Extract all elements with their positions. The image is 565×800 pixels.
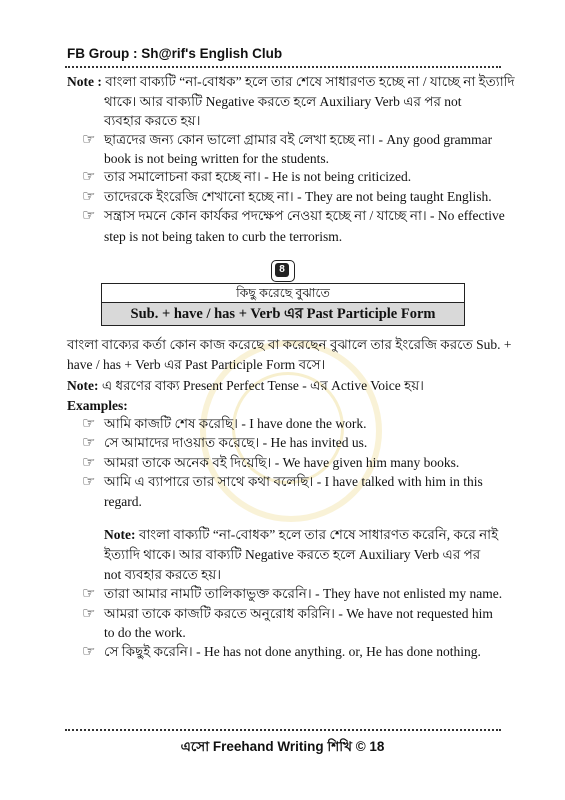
example-1-4-line-1: সন্ত্রাস দমনে কোন কার্যকর পদক্ষেপ নেওয়া হচ্ছে না / যাচ্ছে না। - No effective — [104, 208, 505, 223]
example-1-1-line-2: book is not being written for the students. — [104, 151, 329, 166]
pointer-hand-icon: ☞ — [82, 132, 96, 148]
note-1-line-3: ব্যবহার করতে হয়। — [104, 113, 201, 128]
note-3-text-1: বাংলা বাক্যটি “না-বোধক” হলে তার শেষে সাধারণত করেনি, করে নাই — [138, 527, 499, 542]
example-1-3: তাদেরকে ইংরেজি শেখানো হচ্ছে না। - They are not being taught English. — [104, 189, 492, 204]
intro-line-2: have / has + Verb এর Past Participle Form বসে। — [67, 357, 326, 372]
note-1-label: Note : — [67, 74, 102, 89]
note-1-line-1 — [67, 73, 515, 91]
example-2-3: আমরা তাকে অনেক বই দিয়েছি। - We have given him many books. — [104, 455, 460, 470]
pointer-hand-icon: ☞ — [82, 474, 96, 490]
example-2-2: সে আমাদের দাওয়াত করেছে। - He has invited us. — [104, 435, 368, 450]
example-1-2: তার সমালোচনা করা হচ্ছে না। - He is not being criticized. — [104, 169, 412, 184]
section-title-box: কিছু করেছে বুঝাতে — [101, 283, 465, 303]
note-3-line-3: not ব্যবহার করতে হয়। — [104, 567, 222, 582]
note-2-label: Note: — [67, 378, 99, 393]
example-1-1-line-1: ছাত্রদের জন্য কোন ভালো গ্রামার বই লেখা হচ্ছে না। - Any good grammar — [104, 132, 493, 147]
section-number-badge — [271, 260, 295, 282]
example-3-2-line-1: আমরা তাকে কাজটি করতে অনুরোধ করিনি। - We have not requested him — [104, 606, 493, 621]
example-3-1: তারা আমার নামটি তালিকাভুক্ত করেনি। - They have not enlisted my name. — [104, 586, 503, 601]
header-title: FB Group : Sh@rif's English Club — [67, 46, 283, 61]
note-2-text: এ ধরণের বাক্য Present Perfect Tense - এর Active Voice হয়। — [101, 378, 424, 393]
pointer-hand-icon: ☞ — [82, 644, 96, 660]
section-number: 8 — [275, 263, 289, 277]
intro-line-1: বাংলা বাক্যের কর্তা কোন কাজ করেছে বা করেছেন বুঝালে তার ইংরেজি করতে Sub. + — [67, 337, 512, 352]
examples-heading: Examples: — [67, 398, 128, 413]
note-1-text-1: বাংলা বাক্যটি “না-বোধক” হলে তার শেষে সাধারণত হচ্ছে না / যাচ্ছে না ইত্যাদি — [105, 74, 515, 89]
footer-text: এসো Freehand Writing শিখি © 18 — [180, 739, 385, 754]
pointer-hand-icon: ☞ — [82, 586, 96, 602]
example-2-4-line-1: আমি এ ব্যাপারে তার সাথে কথা বলেছি। - I have talked with him in this — [104, 474, 483, 489]
pointer-hand-icon: ☞ — [82, 435, 96, 451]
section-formula-box: Sub. + have / has + Verb এর Past Participle Form — [101, 302, 465, 326]
pointer-hand-icon: ☞ — [82, 416, 96, 432]
example-2-1: আমি কাজটি শেষ করেছি। - I have done the work. — [104, 416, 367, 431]
example-1-4-line-2: step is not being taken to curb the terrorism. — [104, 229, 343, 244]
footer-divider — [65, 729, 501, 731]
example-3-3: সে কিছুই করেনি। - He has not done anything. or, He has done nothing. — [104, 644, 481, 659]
pointer-hand-icon: ☞ — [82, 189, 96, 205]
pointer-hand-icon: ☞ — [82, 455, 96, 471]
note-3-line-1 — [104, 526, 498, 544]
note-2 — [67, 377, 424, 395]
note-1-line-2: থাকে। আর বাক্যটি Negative করতে হলে Auxiliary Verb এর পর not — [104, 94, 462, 109]
example-2-4-line-2: regard. — [104, 494, 142, 509]
header-divider — [65, 66, 501, 68]
note-3-label: Note: — [104, 527, 136, 542]
pointer-hand-icon: ☞ — [82, 169, 96, 185]
note-3-line-2: ইত্যাদি থাকে। আর বাক্যটি Negative করতে হলে Auxiliary Verb এর পর — [104, 547, 481, 562]
pointer-hand-icon: ☞ — [82, 606, 96, 622]
pointer-hand-icon: ☞ — [82, 208, 96, 224]
example-3-2-line-2: to do the work. — [104, 625, 186, 640]
